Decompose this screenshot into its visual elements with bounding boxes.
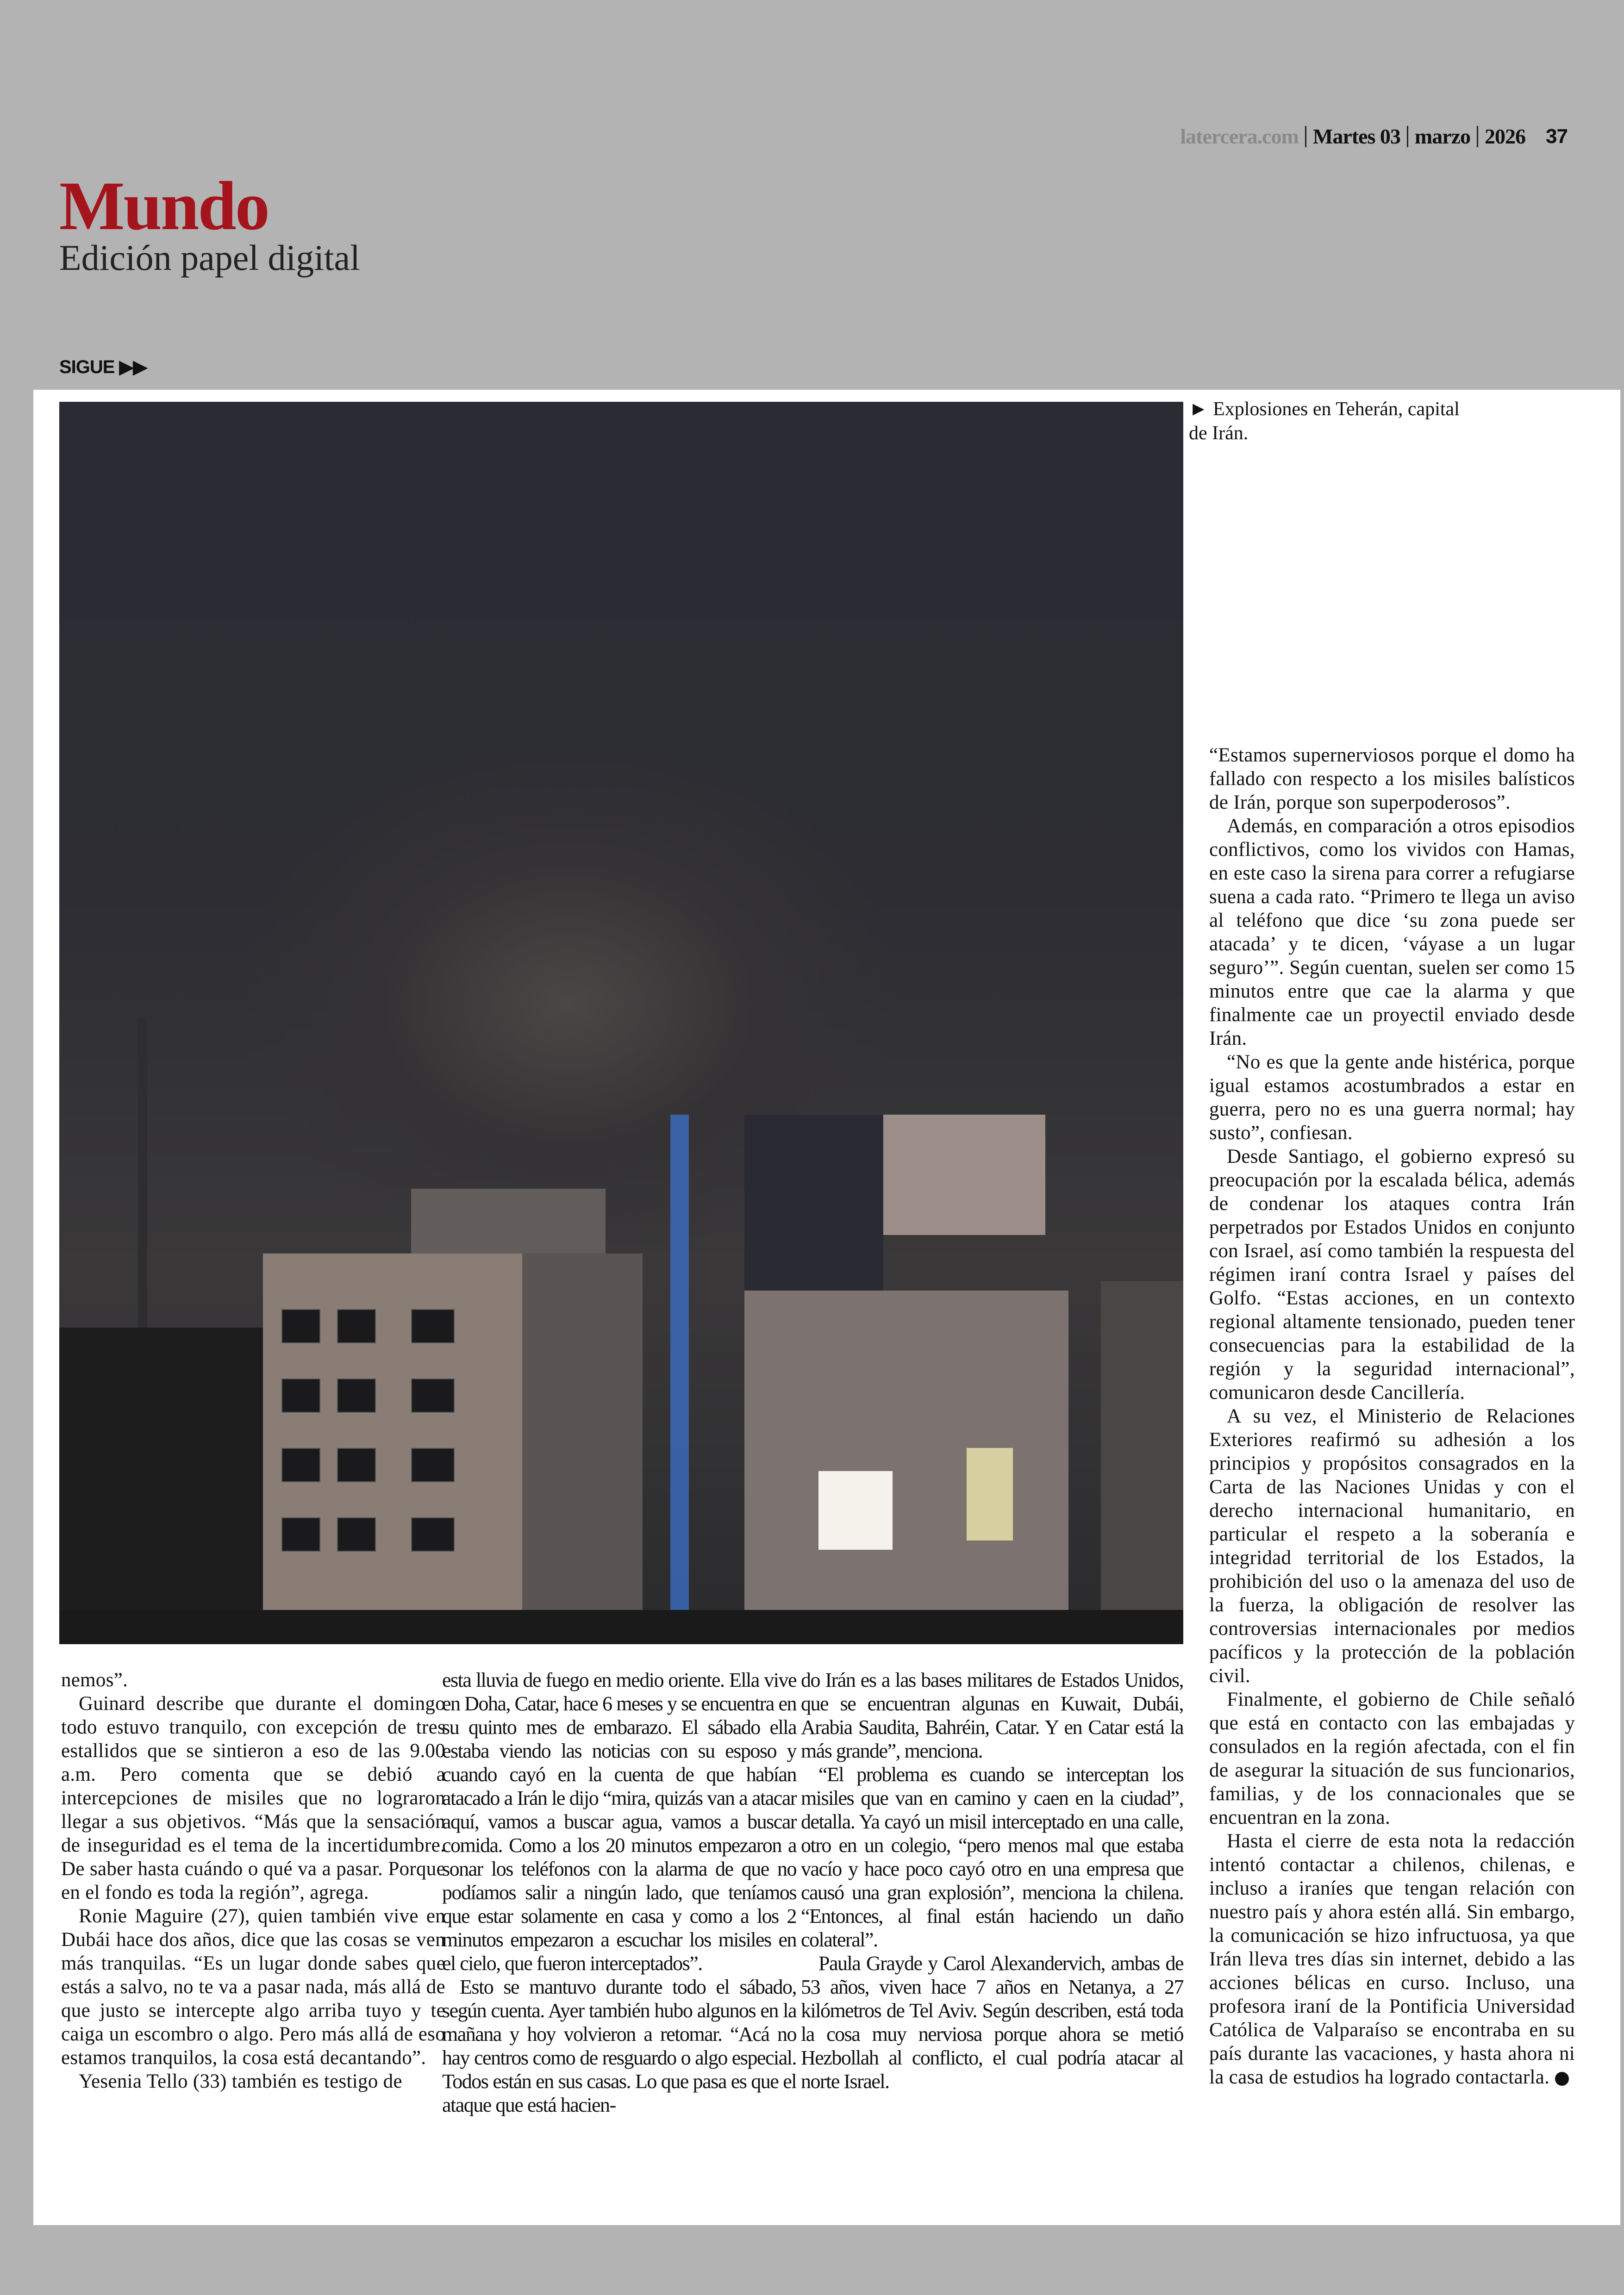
photo-caption: ► Explosiones en Teherán, capital de Irán. [1189, 399, 1460, 444]
section-subtitle: Edición papel digital [59, 237, 360, 278]
paragraph: Desde Santiago, el gobierno expresó su preocupación por la escalada bélica, además de condenar los ataques contra Irán perpetrados por Estados Unidos en conjunto con Israel, así como también la respuesta del régimen iraní contra Israel y países del Golfo. “Estas acciones, en un contexto regional altamente tensionado, pueden tener consecuencias para la estabilidad de la región y la seguridad internacional”, comunicaron desde Cancillería. [1209, 1146, 1575, 1403]
news-photo [59, 402, 1183, 1644]
divider [1407, 126, 1408, 147]
paragraph: “Estamos supernerviosos porque el domo ha fallado con respecto a los misiles balísticos de Irán, porque son superpoderosos”. [1209, 744, 1575, 813]
paragraph: Yesenia Tello (33) también es testigo de [79, 2070, 402, 2092]
continue-label: SIGUE ▶▶ [59, 357, 147, 377]
divider [1477, 126, 1478, 147]
date-year: 2026 [1485, 125, 1526, 148]
paragraph: “No es que la gente ande histérica, porque igual estamos acostumbrados a estar en guerra, pero no es una guerra normal; hay susto”, confiesan. [1209, 1051, 1575, 1144]
paragraph: do Irán es a las bases militares de Estados Unidos, que se encuentran algunas en Kuwait, Dubái, Arabia Saudita, Bahréin, Catar. Y en Catar está la más grande”, menciona. [801, 1669, 1183, 1762]
paragraph: esta lluvia de fuego en medio oriente. Ella vive en Doha, Catar, hace 6 meses y se encuentra en su quinto mes de embarazo. El sábado ella estaba viendo las noticias con su esposo y cuando cayó en la cuenta de que habían atacado a Irán le dijo “mira, quizás van a atacar aquí, vamos a buscar agua, vamos a buscar comida. Como a los 20 minutos empezaron a sonar los teléfonos con la alarma de que no podíamos salir a ningún lado, que teníamos que estar solamente en casa y como a los 2 minutos empezaron a escuchar los misiles en el cielo, que fueron interceptados”. [442, 1669, 796, 1975]
article-column-4 [1209, 743, 1575, 2089]
date-day: Martes 03 [1312, 125, 1400, 148]
end-mark-icon [1555, 2072, 1569, 2086]
date-month: marzo [1414, 125, 1471, 148]
paragraph: Paula Grayde y Carol Alexandervich, ambas de 53 años, viven hace 7 años en Netanya, a 27 kilómetros de Tel Aviv. Según describen, está toda la cosa muy nerviosa porque ahora se metió Hezbollah al conflicto, el cual podría atacar al norte Israel. [801, 1952, 1183, 2093]
paragraph: Además, en comparación a otros episodios conflictivos, como los vividos con Hamas, en este caso la sirena para correr a refugiarse suena a cada rato. “Primero te llega un aviso al teléfono que dice ‘su zona puede ser atacada’ y te dicen, ‘váyase a un lugar seguro’”. Según cuentan, suelen ser como 15 minutos entre que cae la alarma y que finalmente cae un proyectil enviado desde Irán. [1209, 815, 1575, 1049]
page-number: 37 [1546, 125, 1568, 148]
paragraph: Guinard describe que durante el domingo todo estuvo tranquilo, con excepción de tres estallidos que se sintieron a eso de las 9.00 a.m. Pero comenta que se debió a intercepciones de misiles que no lograron llegar a sus objetivos. “Más que la sensación de inseguridad es el tema de la incertidumbre. De saber hasta cuándo o qué va a pasar. Porque en el fondo es toda la región”, agrega. [61, 1693, 445, 1903]
folio-line [1180, 124, 1568, 149]
article-column-3 [801, 1668, 1183, 2093]
paragraph: Finalmente, el gobierno de Chile señaló que está en contacto con las embajadas y consulados en la región afectada, con el fin de asegurar la situación de sus funcionarios, familias, y de los connacionales que se encuentran en la zona. [1209, 1689, 1575, 1828]
paragraph [1209, 1829, 1575, 2089]
paragraph: Ronie Maguire (27), quien también vive en Dubái hace dos años, dice que las cosas se ven más tranquilas. “Es un lugar donde sabes que estás a salvo, no te va a pasar nada, más allá de que justo se intercepte algo arriba tuyo y te caiga un escombro o algo. Pero más allá de eso estamos tranquilos, la cosa está decantando”. [61, 1905, 445, 2069]
paragraph: nemos”. [61, 1669, 128, 1691]
paragraph-text: Hasta el cierre de esta nota la redacción intentó contactar a chilenos, chilenas, e incluso a iraníes que tengan relación con nuestro país y ahora estén allá. Sin embargo, la comunicación se hizo infructuosa, ya que Irán lleva tres días sin internet, debido a las acciones bélicas en curso. Incluso, una profesora iraní de la Pontificia Universidad Católica de Valparaíso se encontraba en su país durante las vacaciones, y hasta ahora ni la casa de estudios ha logrado contactarla. [1209, 1830, 1575, 2088]
section-title: Mundo [59, 168, 269, 244]
paragraph: “El problema es cuando se interceptan los misiles que van en camino y caen en la ciudad”, detalla. Ya cayó un misil interceptado en una calle, otro en un colegio, “pero menos mal que estaba vacío y hace poco cayó otro en una empresa que causó una gran explosión”, menciona la chilena. “Entonces, al final están haciendo un daño colateral”. [801, 1763, 1183, 1951]
paragraph: A su vez, el Ministerio de Relaciones Exteriores reafirmó su adhesión a los principios y propósitos consagrados en la Carta de las Naciones Unidas y con el derecho internacional humanitario, en particular el respeto a la soberanía e integridad territorial de los Estados, la prohibición del uso o la amenaza del uso de la fuerza, la obligación de resolver las controversias internacionales por medios pacíficos y la protección de la población civil. [1209, 1405, 1575, 1687]
article-column-1 [61, 1668, 445, 2093]
site-name: latercera.com [1180, 125, 1299, 148]
paragraph: Esto se mantuvo durante todo el sábado, según cuenta. Ayer también hubo algunos en la mañana y hoy volvieron a retomar. “Acá no hay centros como de resguardo o algo especial. Todos están en sus casas. Lo que pasa es que el ataque que está hacien- [442, 1976, 796, 2116]
divider [1305, 126, 1306, 147]
article-column-2 [442, 1668, 796, 2117]
